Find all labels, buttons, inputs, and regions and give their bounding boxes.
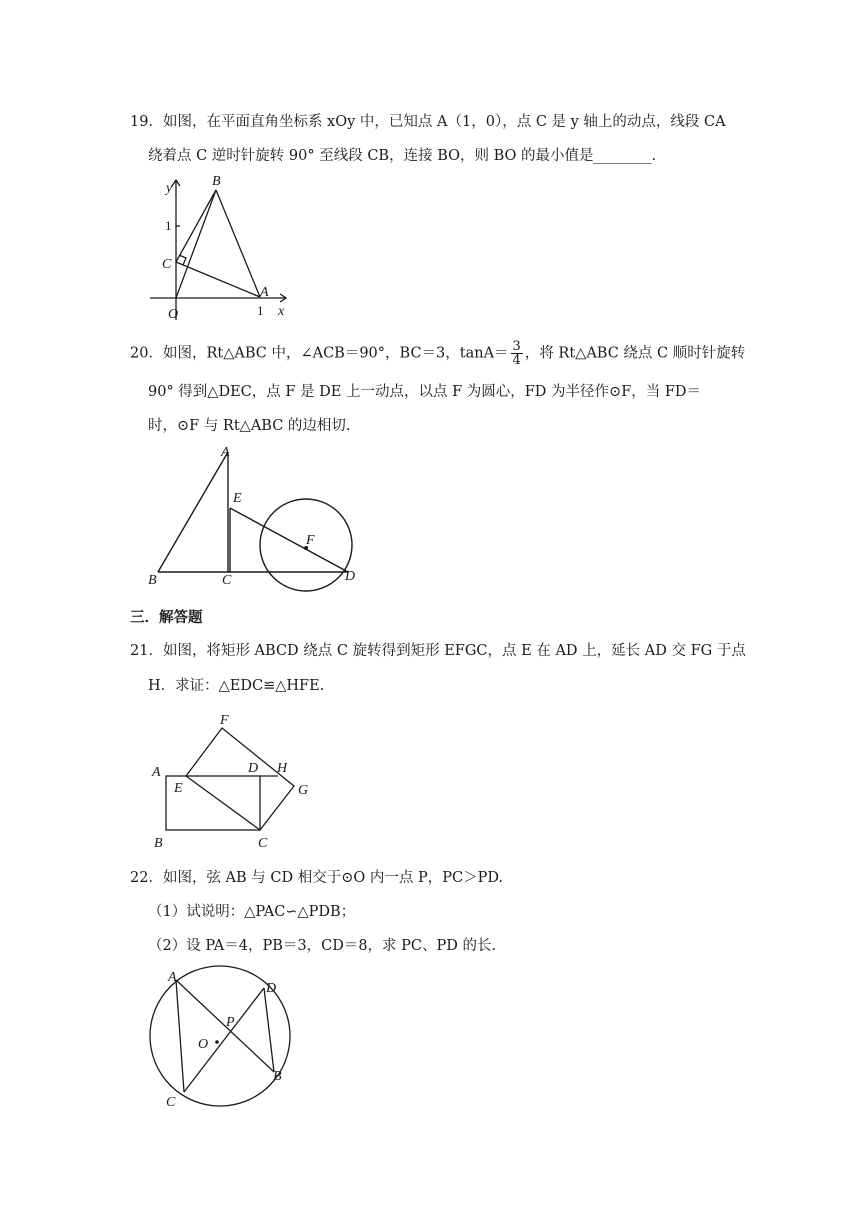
q21-label-f: F — [220, 713, 229, 728]
q20-line-3: 时，⊙F 与 Rt△ABC 的边相切. — [148, 418, 351, 434]
q19-label-y: y — [166, 181, 173, 196]
q19-label-o: O — [168, 307, 179, 322]
q22-part-1: （1）试说明：△PAC∽△PDB； — [148, 904, 356, 920]
q21-label-e: E — [174, 781, 183, 796]
q22-figure — [140, 964, 300, 1114]
q19-line-1: 19．如图，在平面直角坐标系 xOy 中，已知点 A（1，0），点 C 是 y 轴上的动点，线段 CA — [130, 114, 726, 130]
q22-label-a: A — [168, 970, 177, 985]
q19-label-one-y: 1 — [165, 218, 172, 233]
q21-label-a: A — [152, 765, 161, 780]
q20-label-c: C — [222, 573, 232, 588]
q19-label-b: B — [212, 174, 221, 189]
q20-label-b: B — [148, 573, 157, 588]
q21-line-2: H．求证：△EDC≌△HFE. — [148, 678, 325, 694]
q19-line-2: 绕着点 C 逆时针旋转 90° 至线段 CB，连接 BO，则 BO 的最小值是________. — [148, 148, 657, 164]
q20-line-1 — [130, 340, 745, 367]
q21-figure — [140, 710, 330, 850]
q21-label-b: B — [154, 836, 163, 851]
q20-line-1-a: 20．如图，Rt△ABC 中，∠ACB＝90°，BC＝3，tanA＝ — [130, 345, 509, 362]
q22-label-o: O — [198, 1037, 209, 1052]
q22-label-b: B — [273, 1069, 282, 1084]
q20-label-f: F — [306, 533, 315, 548]
q19-label-x: x — [278, 304, 285, 319]
q22-label-c: C — [166, 1095, 176, 1110]
q19-figure — [146, 170, 296, 325]
q20-line-2: 90° 得到△DEC，点 F 是 DE 上一动点，以点 F 为圆心，FD 为半径作⊙F，当 FD＝ — [148, 384, 702, 400]
q22-part-2: （2）设 PA＝4，PB＝3，CD＝8，求 PC、PD 的长. — [148, 938, 497, 954]
q21-label-c: C — [258, 836, 268, 851]
q20-label-e: E — [233, 491, 242, 506]
q21-label-d: D — [248, 761, 259, 776]
q22-label-p: P — [226, 1015, 235, 1030]
q22-label-d: D — [266, 981, 277, 996]
q21-line-1: 21．如图，将矩形 ABCD 绕点 C 旋转得到矩形 EFGC，点 E 在 AD 上，延长 AD 交 FG 于点 — [130, 643, 746, 659]
q22-line-1: 22．如图，弦 AB 与 CD 相交于⊙O 内一点 P，PC＞PD. — [130, 870, 504, 886]
q20-label-d: D — [345, 569, 356, 584]
q19-label-one-x: 1 — [257, 303, 264, 318]
q20-line-1-b: ，将 Rt△ABC 绕点 C 顺时针旋转 — [524, 345, 746, 362]
q20-frac-num: 3 — [512, 339, 521, 354]
q20-frac-den: 4 — [512, 353, 521, 368]
q20-fraction — [511, 340, 523, 367]
q19-label-c: C — [162, 257, 172, 272]
q20-label-a: A — [221, 445, 230, 460]
q19-label-a: A — [260, 285, 269, 300]
q21-label-g: G — [298, 783, 309, 798]
section-title-answers: 三．解答题 — [130, 610, 203, 626]
q21-label-h: H — [277, 761, 288, 776]
q20-figure — [140, 440, 370, 590]
